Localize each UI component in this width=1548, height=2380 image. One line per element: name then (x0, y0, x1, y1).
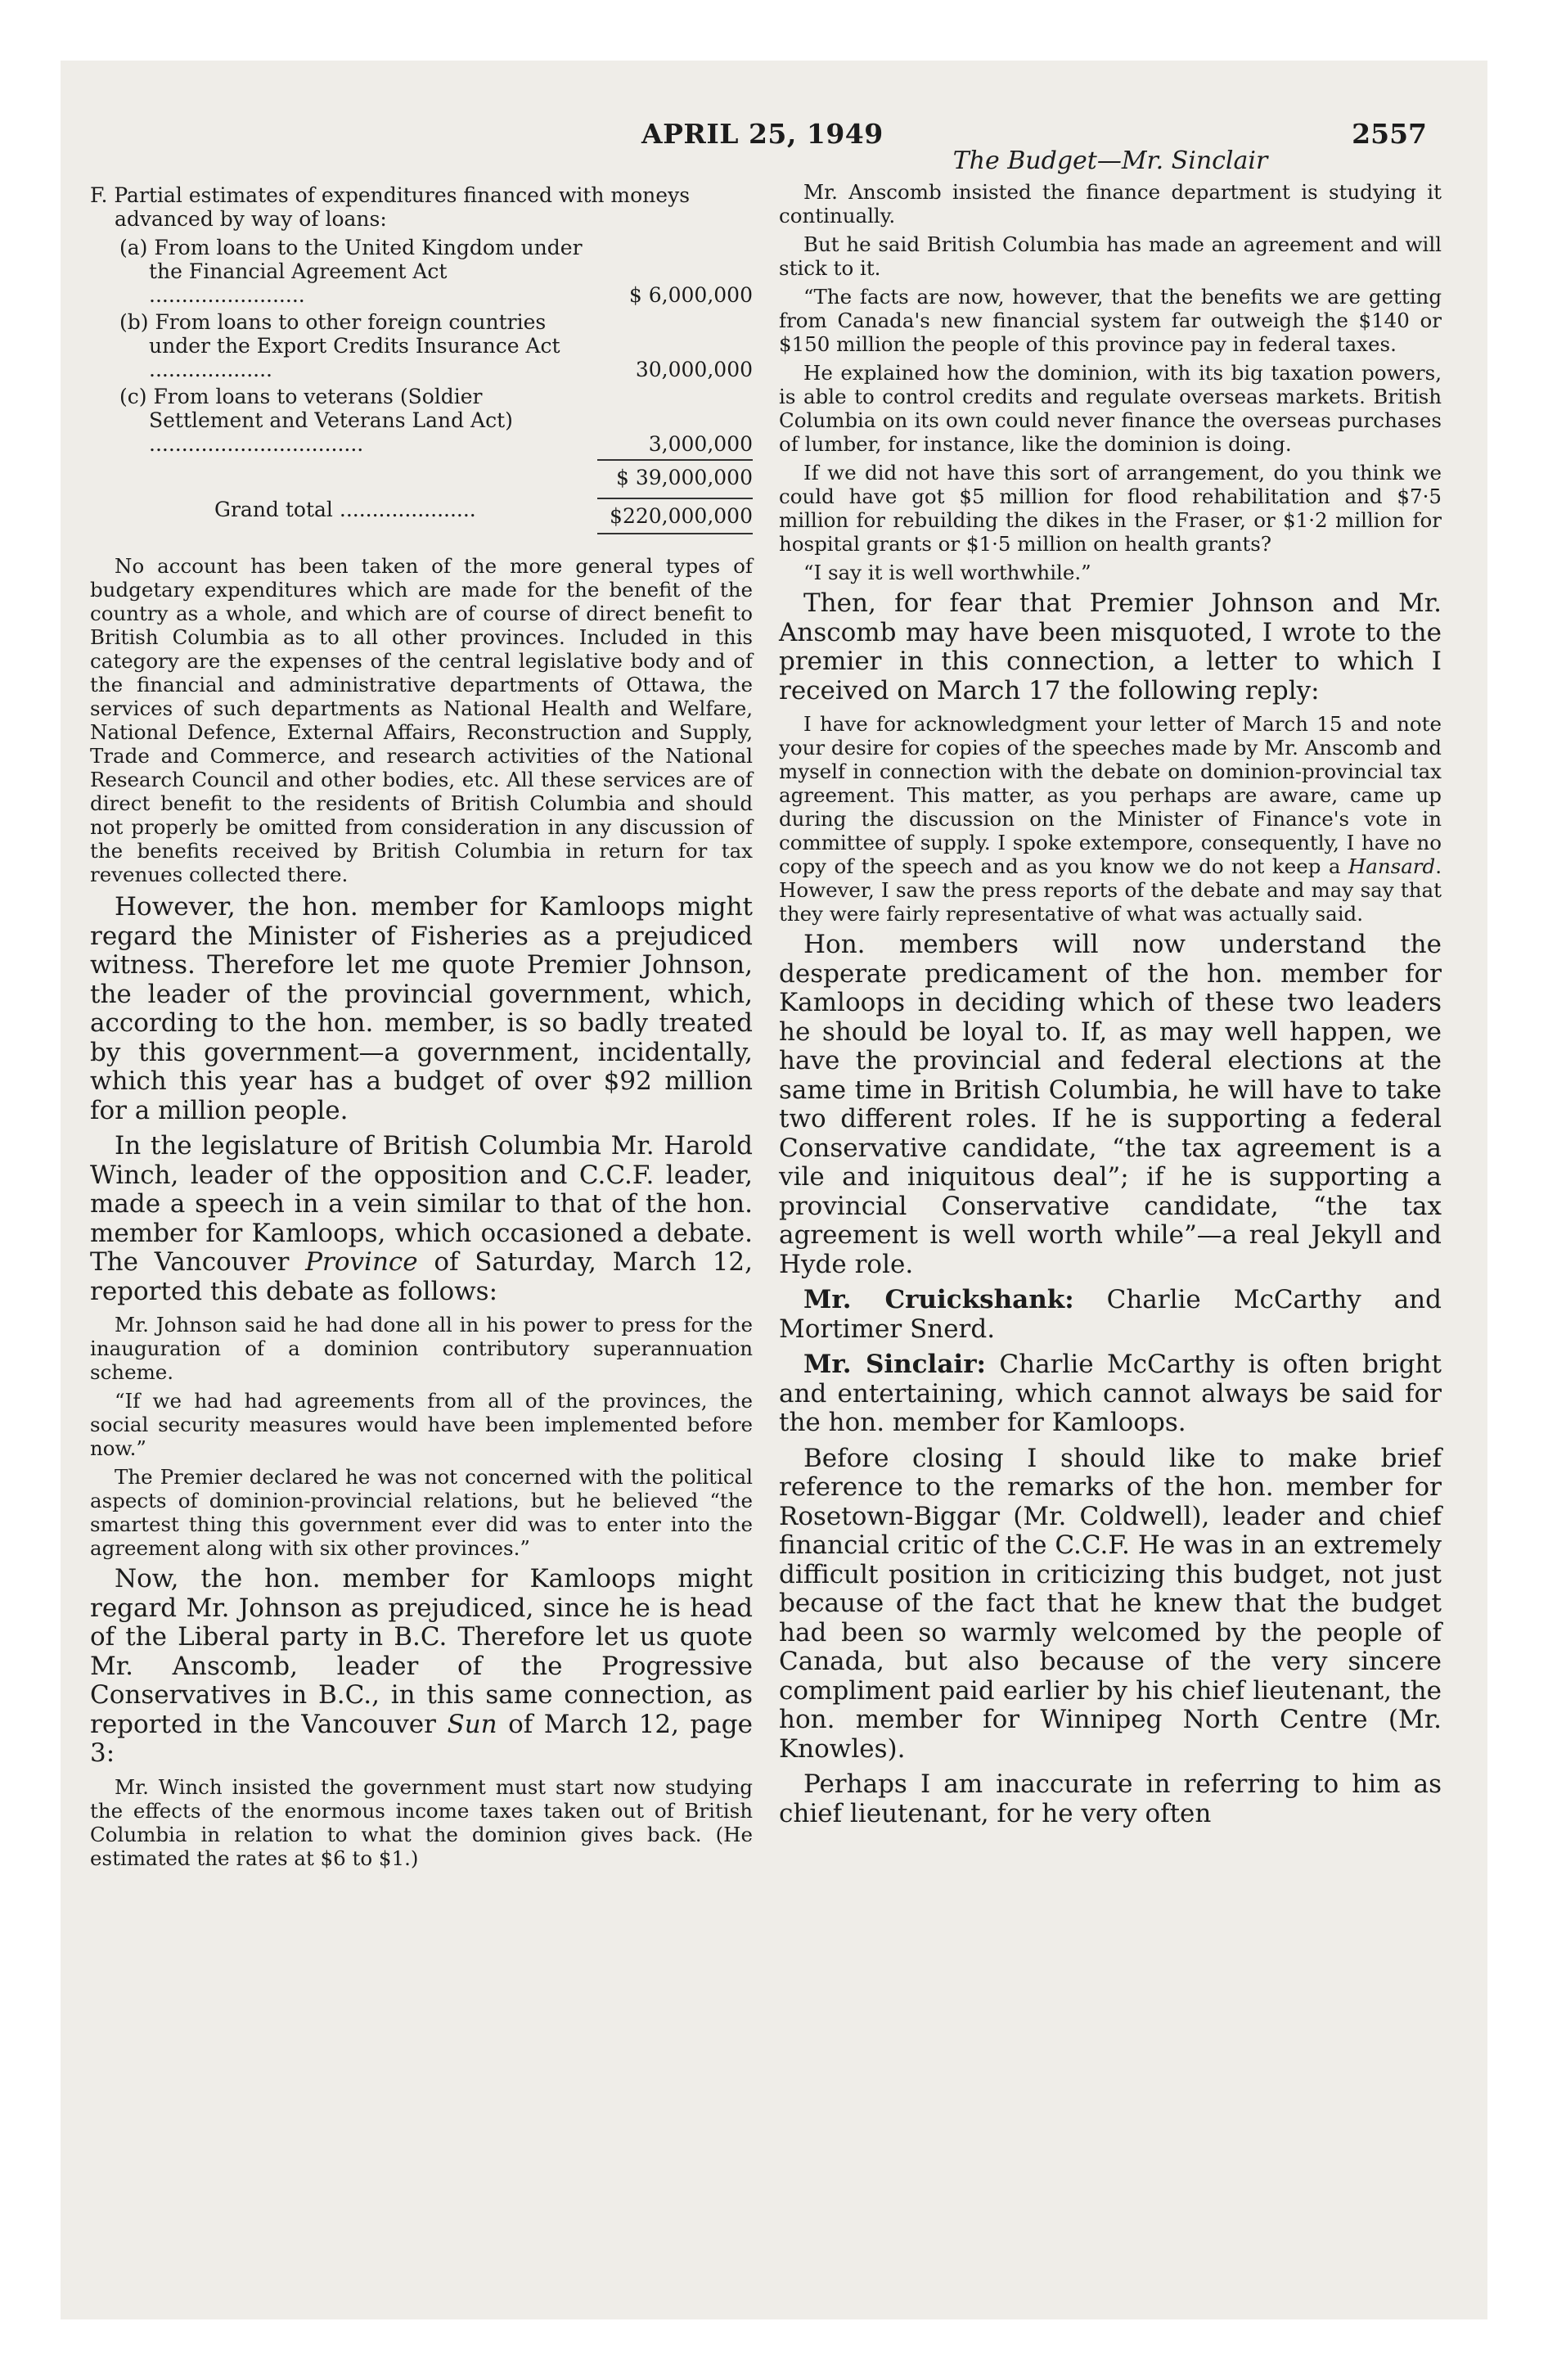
text-run: of March 12, page 3: (90, 1709, 753, 1768)
running-head: APRIL 25, 1949 (641, 118, 884, 150)
text-run: I have for acknowledgment your letter of March 15 and note your desire for copies of the speeches made by Mr. Anscomb and myself in connection with the debate on dominion-provincial tax agreement. This matter, as you perhaps are aware, came up during the discussion on the Minister of Finance's vote in committee of supply. I spoke extempore, consequently, I have no copy of the speech and as you know we do not keep a (779, 712, 1442, 878)
paragraph: Hon. members will now understand the desperate predicament of the hon. member for Kamloops in deciding which of these two leaders he should be loyal to. If, as may well happen, we have the provincial and federal elections at the same time in British Columbia, he will have to take two different roles. If he is supporting a federal Conservative candidate, “the tax agreement is a vile and iniquitous deal”; if he is supporting a provincial Conservative candidate, “the tax agreement is well worth while”—a real Jekyll and Hyde role. (779, 930, 1442, 1279)
estimate-item-text: (c) From loans to veterans (Soldier Settlement and Veterans Land Act) ................................. (119, 385, 513, 456)
text-run: . However, I saw the press reports of the debate and may say that they were fairly representative of what was actually said. (779, 854, 1442, 926)
speech-paragraph (779, 1350, 1442, 1438)
right-column (779, 146, 1442, 1835)
quote: He explained how the dominion, with its big taxation powers, is able to control credits and regulate overseas markets. British Columbia on its own could never finance the overseas purchases of lumber, for instance, like the dominion is doing. (779, 361, 1442, 456)
section-title: The Budget—Mr. Sinclair (952, 146, 1268, 175)
document-page (61, 61, 1487, 2319)
text-run: In the legislature of British Columbia Mr. Harold Winch, leader of the opposition and C.C.F. leader, made a speech in a vein similar to that of the hon. member for Kamloops, which occasioned a debate. The Vancouver (90, 1131, 753, 1277)
left-column (90, 183, 753, 1875)
subtotal-row (90, 459, 753, 489)
estimate-item-text: (b) From loans to other foreign countries under the Export Credits Insurance Act ................... (119, 310, 560, 381)
quote: Mr. Winch insisted the government must start now studying the effects of the enormous income taxes taken out of British Columbia in relation to what the dominion gives back. (He estimated the rates at $6 to $1.) (90, 1774, 753, 1870)
quote (779, 712, 1442, 926)
estimate-item-text: (a) From loans to the United Kingdom under the Financial Agreement Act ........................ (119, 236, 583, 307)
paragraph: Perhaps I am inaccurate in referring to him as chief lieutenant, for he very often (779, 1769, 1442, 1828)
publication-name: Hansard (1348, 854, 1436, 878)
estimate-row (90, 236, 753, 307)
estimate-item-amount: 3,000,000 (648, 432, 753, 456)
subtotal-amount: $ 39,000,000 (597, 459, 753, 489)
paragraph: Before closing I should like to make brief reference to the remarks of the hon. member for Rosetown-Biggar (Mr. Coldwell), leader and chief financial critic of the C.C.F. He was in an extremely difficult position in criticizing this budget, not just because of the fact that he knew that the budget had been so warmly welcomed by the people of Canada, but also because of the very sincere compliment paid earlier by his chief lieutenant, the hon. member for Winnipeg North Centre (Mr. Knowles). (779, 1443, 1442, 1764)
speech-text: Charlie McCarthy is often bright and entertaining, which cannot always be said for the hon. member for Kamloops. (779, 1350, 1442, 1437)
estimate-row (90, 310, 753, 381)
quote: “The facts are now, however, that the benefits we are getting from Canada's new financial system far outweigh the $140 or $150 million the people of this province pay in federal taxes. (779, 285, 1442, 356)
estimate-item-amount: $ 6,000,000 (628, 283, 753, 307)
text-run: of Saturday, March 12, reported this debate as follows: (90, 1247, 753, 1306)
speech-text: Charlie McCarthy and Mortimer Snerd. (779, 1285, 1442, 1344)
quote: Mr. Johnson said he had done all in his power to press for the inauguration of a dominion contributory superannuation scheme. (90, 1313, 753, 1384)
quote: The Premier declared he was not concerned with the political aspects of dominion-provincial relations, but he believed “the smartest thing this government ever did was to enter into the agreement along with six other provinces.” (90, 1465, 753, 1560)
speech-paragraph (779, 1286, 1442, 1344)
grand-total-label: Grand total ..................... (214, 498, 476, 521)
paragraph: No account has been taken of the more general types of budgetary expenditures which are made for the benefit of the country as a whole, and which are of course of direct benefit to British Columbia as to all other provinces. Included in this category are the expenses of the central legislative body and of the financial and administrative departments of Ottawa, the services of such departments as National Health and Welfare, National Defence, External Affairs, Reconstruction and Supply, Trade and Commerce, and research activities of the National Research Council and other bodies, etc. All these services are of direct benefit to the residents of British Columbia and should not properly be omitted from consideration in any discussion of the benefits received by British Columbia in return for tax revenues collected there. (90, 554, 753, 886)
quote: Mr. Anscomb insisted the finance department is studying it continually. (779, 180, 1442, 228)
newspaper-name: Sun (447, 1709, 497, 1739)
estimate-row (90, 385, 753, 456)
speaker-name: Mr. Sinclair: (803, 1350, 986, 1379)
text-run: Now, the hon. member for Kamloops might regard Mr. Johnson as prejudiced, since he is head of the Liberal party in B.C. Therefore let us quote Mr. Anscomb, leader of the Progressive Conservatives in B.C., in this same connection, as reported in the Vancouver (90, 1564, 753, 1739)
quote: “I say it is well worthwhile.” (803, 561, 1091, 584)
grand-total-row (90, 498, 753, 534)
speaker-name: Mr. Cruickshank: (803, 1285, 1074, 1314)
newspaper-name: Province (305, 1247, 418, 1277)
estimates-heading: F. Partial estimates of expenditures financed with moneys advanced by way of loans: (90, 183, 691, 231)
paragraph (90, 1132, 753, 1306)
grand-total-amount: $220,000,000 (597, 498, 753, 534)
paragraph (90, 1565, 753, 1769)
page-number: 2557 (1352, 118, 1427, 150)
estimate-item-amount: 30,000,000 (635, 358, 753, 381)
paragraph: Then, for fear that Premier Johnson and Mr. Anscomb may have been misquoted, I wrote to the premier in this connection, a letter to which I received on March 17 the following reply: (779, 588, 1442, 705)
quote: But he said British Columbia has made an agreement and will stick to it. (779, 232, 1442, 280)
quote: “If we had had agreements from all of the provinces, the social security measures would have been implemented before now.” (90, 1389, 753, 1460)
quote: If we did not have this sort of arrangement, do you think we could have got $5 million for flood rehabilitation and $7·5 million for rebuilding the dikes in the Fraser, or $1·2 million for hospital grants or $1·5 million on health grants? (779, 461, 1442, 556)
paragraph: However, the hon. member for Kamloops might regard the Minister of Fisheries as a prejudiced witness. Therefore let me quote Premier Johnson, the leader of the provincial government, which, according to the hon. member, is so badly treated by this government—a government, incidentally, which this year has a budget of over $92 million for a million people. (90, 892, 753, 1125)
